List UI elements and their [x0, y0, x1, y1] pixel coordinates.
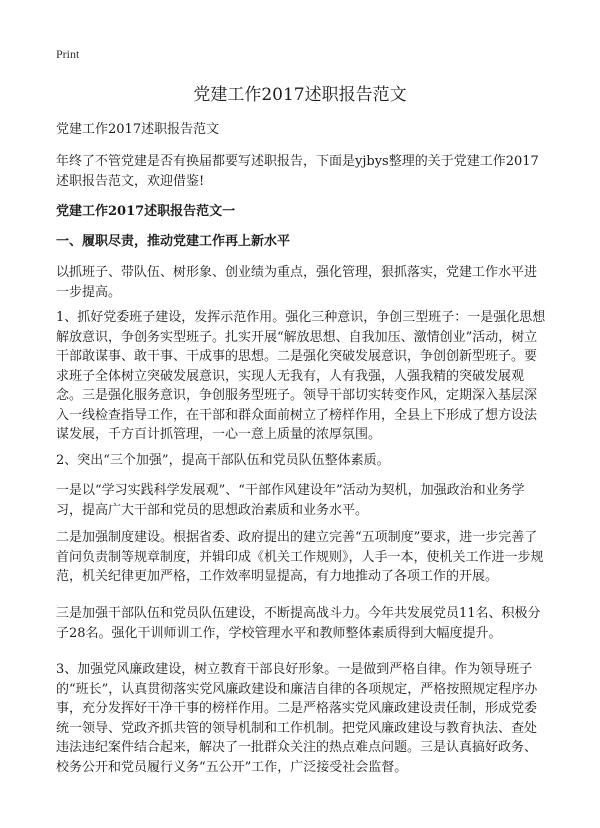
- point-one-heading: 一、履职尽责，推动党建工作再上新水平: [56, 234, 291, 249]
- intro-paragraph: 年终了不管党建是否有换届都要写述职报告，下面是yjbys整理的关于党建工作2017述职报告范文，欢迎借鉴!: [56, 154, 539, 189]
- paragraph: 1、抓好党委班子建设，发挥示范作用。强化三种意识，争创三型班子：一是强化思想解放意识，争创务实型班子。扎实开展“解放思想、自我加压、激情创业”活动，树立干部敢谋事、敢干事、干成事的思想。二是强化突破发展意识，争创创新型班子。要求班子全体树立突破发展意识，实现人无我有，人有我强，人强我精的突破发展观念。三是强化服务意识，争创服务型班子。领导干部切实转变作风，定期深入基层深入一线检查指导工作，在干部和群众面前树立了榜样作用，全县上下形成了想方设法谋发展，千方百计抓管理，一心一意上质量的浓厚氛围。: [56, 310, 546, 442]
- paragraph: 2、突出“三个加强”，提高干部队伍和党员队伍整体素质。: [56, 453, 390, 468]
- document-subtitle: 党建工作2017述职报告范文: [56, 122, 220, 137]
- paragraph: 一是以“学习实践科学发展观”、“干部作风建设年”活动为契机，加强政治和业务学习，提高广大干部和党员的思想政治素质和业务水平。: [56, 483, 525, 518]
- paragraph: 3、加强党风廉政建设，树立教育干部良好形象。一是做到严格自律。作为领导班子的“班长”，认真贯彻落实党风廉政建设和廉洁自律的各项规定，严格按照规定程序办事，充分发挥好干净干事的榜样作用。二是严格落实党风廉政建设责任制，形成党委统一领导、党政齐抓共管的领导机制和工作机制。把党风廉政建设与教育执法、查处违法违纪案件结合起来，解决了一批群众关注的热点难点问题。三是认真搞好政务、校务公开和党员履行义务“五公开”工作，广泛接受社会监督。: [56, 662, 538, 775]
- document-title: 党建工作2017述职报告范文: [193, 85, 407, 105]
- paragraph: 二是加强制度建设。根据省委、政府提出的建立完善“五项制度”要求，进一步完善了首问负责制等规章制度，并辑印成《机关工作规则》，人手一本，使机关工作进一步规范，机关纪律更加严格，工作效率明显提高，有力地推动了各项工作的开展。: [56, 530, 544, 584]
- section-heading: 党建工作2017述职报告范文一: [56, 204, 236, 219]
- paragraph: 以抓班子、带队伍、树形象、创业绩为重点，强化管理，狠抓落实，党建工作水平进一步提高。: [56, 265, 538, 300]
- paragraph: 三是加强干部队伍和党员队伍建设，不断提高战斗力。今年共发展党员11名、积极分子28名。强化干训师训工作，学校管理水平和教师整体素质得到大幅度提升。: [56, 606, 541, 641]
- print-link[interactable]: Print: [56, 47, 80, 61]
